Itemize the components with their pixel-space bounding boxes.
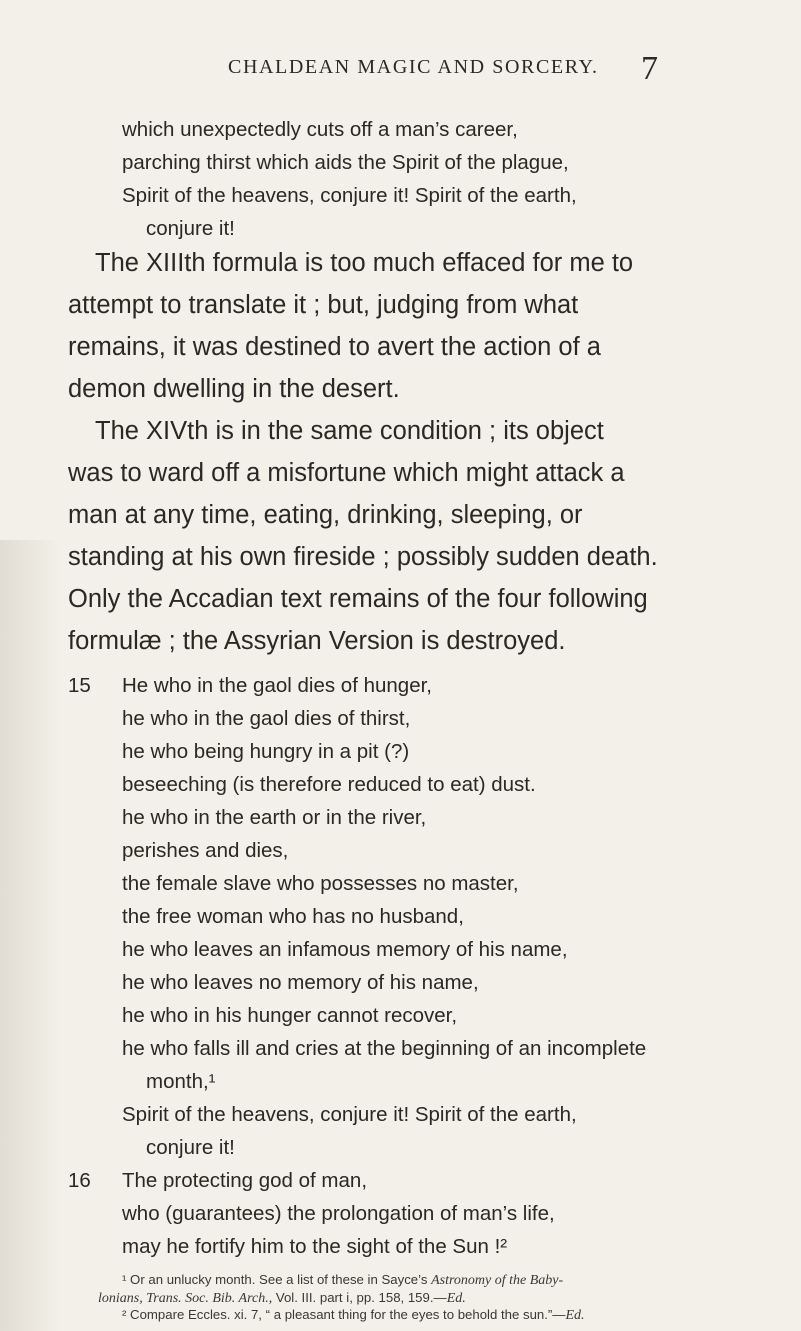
formula-number: 15	[68, 674, 91, 697]
text-line: parching thirst which aids the Spirit of the plague,	[122, 151, 569, 174]
verse-line: The protecting god of man,	[122, 1169, 368, 1192]
verse-line: he who being hungry in a pit (?)	[122, 740, 410, 763]
page-stain	[0, 540, 60, 1331]
verse-line: he who leaves no memory of his name,	[122, 971, 479, 994]
paragraph-line: was to ward off a misfortune which might attack a	[68, 459, 625, 487]
footnote-1-ref: Vol. III. part i, pp. 158, 159.—	[272, 1290, 447, 1305]
text-line: conjure it!	[146, 217, 235, 240]
verse-line: the female slave who possesses no master,	[122, 872, 519, 895]
footnote-1-continued	[98, 1290, 466, 1307]
paragraph-line: The XIVth is in the same condition ; its object	[95, 417, 604, 445]
footnote-1-title: Astronomy of the Baby-	[431, 1273, 564, 1288]
verse-line: conjure it!	[146, 1136, 235, 1159]
paragraph-line: demon dwelling in the desert.	[68, 375, 400, 403]
paragraph-line: The XIIIth formula is too much effaced for me to	[95, 249, 634, 277]
verse-line: may he fortify him to the sight of the Sun !²	[122, 1235, 508, 1258]
verse-line: month,¹	[146, 1070, 216, 1093]
paragraph-line: man at any time, eating, drinking, sleeping, or	[68, 501, 583, 529]
footnote-1-journal: lonians, Trans. Soc. Bib. Arch.,	[98, 1291, 273, 1306]
running-title: CHALDEAN MAGIC AND SORCERY.	[228, 56, 599, 78]
paragraph-line: remains, it was destined to avert the action of a	[68, 333, 601, 361]
verse-line: Spirit of the heavens, conjure it! Spirit of the earth,	[122, 1103, 577, 1126]
verse-line: he who leaves an infamous memory of his name,	[122, 938, 568, 961]
verse-line: he who in the gaol dies of thirst,	[122, 707, 411, 730]
footnote-1-text: ¹ Or an unlucky month. See a list of these in Sayce’s	[122, 1272, 432, 1287]
verse-line: he who in the earth or in the river,	[122, 806, 427, 829]
footnote-2	[122, 1307, 585, 1324]
verse-line: he who in his hunger cannot recover,	[122, 1004, 458, 1027]
text-line: which unexpectedly cuts off a man’s career,	[122, 118, 518, 141]
verse-line: beseeching (is therefore reduced to eat) dust.	[122, 773, 536, 796]
footnote-2-editor: Ed.	[565, 1308, 585, 1323]
page-number: 7	[641, 50, 658, 87]
verse-line: the free woman who has no husband,	[122, 905, 464, 928]
verse-line: he who falls ill and cries at the beginning of an incomplete	[122, 1037, 647, 1060]
paragraph-line: standing at his own fireside ; possibly sudden death.	[68, 543, 658, 571]
paragraph-line: formulæ ; the Assyrian Version is destroyed.	[68, 627, 566, 655]
footnote-1	[122, 1272, 563, 1289]
paragraph-line: Only the Accadian text remains of the four following	[68, 585, 648, 613]
text-line: Spirit of the heavens, conjure it! Spirit of the earth,	[122, 184, 577, 207]
page-header	[0, 50, 801, 90]
verse-line: He who in the gaol dies of hunger,	[122, 674, 432, 697]
footnote-1-editor: Ed.	[446, 1291, 466, 1306]
verse-line: who (guarantees) the prolongation of man’s life,	[122, 1202, 555, 1225]
verse-line: perishes and dies,	[122, 839, 289, 862]
paragraph-line: attempt to translate it ; but, judging from what	[68, 291, 579, 319]
footnote-2-text: ² Compare Eccles. xi. 7, “ a pleasant thing for the eyes to behold the sun.”—	[122, 1307, 566, 1322]
formula-number: 16	[68, 1169, 91, 1192]
